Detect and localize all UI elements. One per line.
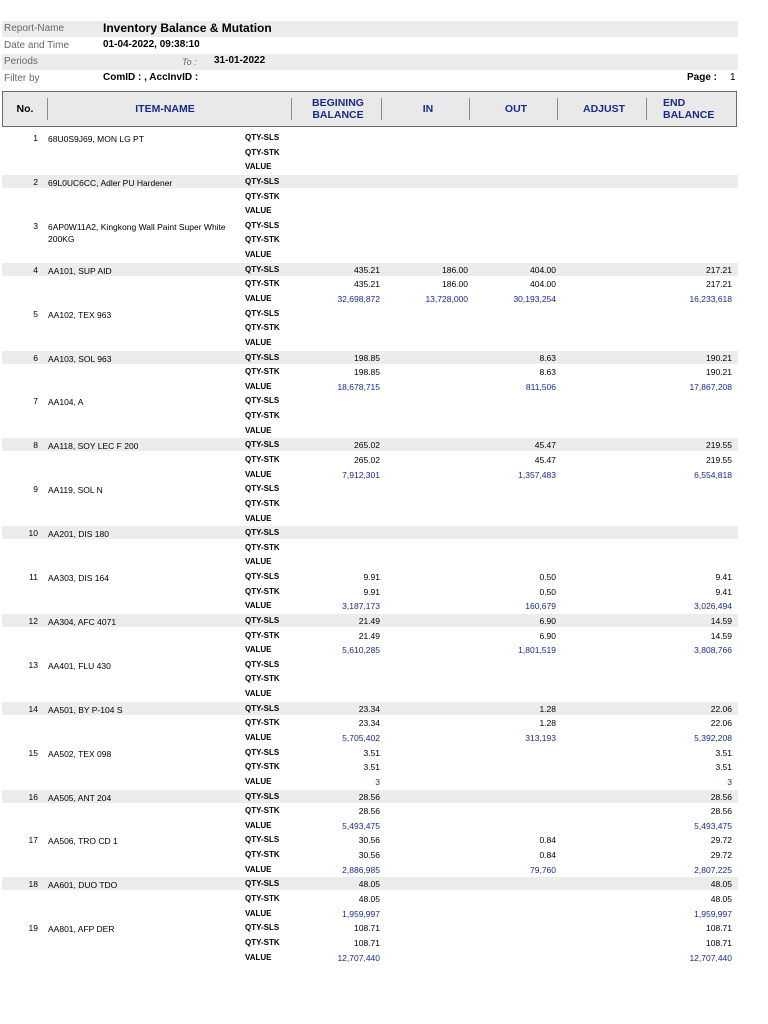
col-divider — [47, 98, 48, 120]
item-line — [2, 380, 738, 393]
filter-row — [2, 71, 738, 87]
item-name: 69L0UC6CC, Adler PU Hardener — [48, 177, 173, 188]
item-line — [2, 482, 738, 495]
item-number: 1 — [33, 133, 38, 143]
item-number: 7 — [33, 396, 38, 407]
begining-balance-cell: 28.56 — [358, 791, 380, 802]
begining-balance-cell: 3 — [375, 776, 380, 787]
end-balance-cell: 22.06 — [710, 718, 732, 729]
col-out: OUT — [504, 103, 528, 115]
item-line — [2, 599, 738, 612]
end-balance-cell: 217.21 — [706, 279, 732, 290]
begining-balance-cell: 198.85 — [354, 367, 380, 378]
column-header — [2, 91, 737, 127]
line-label: QTY-STK — [245, 674, 280, 684]
line-label: VALUE — [245, 864, 272, 874]
line-label: QTY-SLS — [245, 264, 280, 274]
line-label: QTY-STK — [245, 893, 280, 903]
line-label: QTY-SLS — [245, 615, 280, 625]
out-cell: 404.00 — [530, 279, 556, 290]
begining-balance-cell: 3,187,173 — [342, 601, 380, 612]
end-balance-cell: 6,554,818 — [694, 469, 732, 480]
item-number: 6 — [33, 352, 38, 363]
line-label: QTY-STK — [245, 323, 280, 333]
begining-balance-cell: 28.56 — [358, 806, 380, 817]
item-line — [2, 892, 738, 905]
end-balance-cell: 3,808,766 — [694, 645, 732, 656]
report-title: Inventory Balance & Mutation — [103, 21, 272, 35]
line-label: QTY-STK — [245, 806, 280, 816]
line-label: QTY-STK — [245, 411, 280, 421]
line-label: QTY-SLS — [245, 220, 280, 230]
item-name: AA401, FLU 430 — [48, 660, 111, 671]
item-line — [2, 409, 738, 422]
line-label: VALUE — [245, 733, 272, 743]
line-label: QTY-SLS — [245, 484, 280, 494]
line-label: VALUE — [245, 206, 272, 216]
table-row — [2, 131, 738, 175]
out-cell: 45.47 — [534, 454, 556, 465]
datetime-label: Date and Time — [4, 40, 70, 51]
out-cell: 6.90 — [539, 615, 556, 626]
item-line — [2, 921, 738, 934]
item-name: AA801, AFP DER — [48, 924, 115, 935]
line-label: QTY-STK — [245, 850, 280, 860]
page-label: Page : — [687, 72, 718, 83]
item-line — [2, 219, 738, 232]
item-line — [2, 760, 738, 773]
out-cell: 160,679 — [525, 601, 556, 612]
report-name-label: Report-Name — [4, 23, 65, 34]
out-cell: 8.63 — [539, 352, 556, 363]
line-label: VALUE — [245, 601, 272, 611]
col-item-name: ITEM-NAME — [135, 103, 195, 115]
begining-balance-cell: 3.51 — [363, 747, 380, 758]
item-line — [2, 863, 738, 876]
item-line — [2, 438, 738, 451]
table-row — [2, 833, 738, 877]
line-label: VALUE — [245, 908, 272, 918]
begining-balance-cell: 48.05 — [358, 893, 380, 904]
begining-balance-cell: 5,610,285 — [342, 645, 380, 656]
to-value: 31-01-2022 — [214, 55, 266, 66]
item-name: AA303, DIS 164 — [48, 573, 109, 583]
line-label: QTY-SLS — [245, 747, 280, 757]
item-line — [2, 512, 738, 525]
col-end-line1: END — [663, 97, 686, 109]
filter-label: Filter by — [4, 73, 40, 84]
item-line — [2, 848, 738, 861]
item-line — [2, 204, 738, 217]
begining-balance-cell: 9.91 — [363, 572, 380, 582]
item-name: AA101, SUP AID — [48, 265, 112, 276]
line-label: QTY-STK — [245, 937, 280, 947]
item-number: 11 — [29, 572, 38, 582]
item-number: 4 — [33, 264, 38, 275]
out-cell: 313,193 — [525, 733, 556, 744]
line-label: QTY-SLS — [245, 835, 280, 845]
line-label: QTY-STK — [245, 147, 280, 157]
item-line — [2, 394, 738, 407]
to-label: To : — [182, 57, 197, 67]
end-balance-cell: 108.71 — [706, 923, 732, 934]
item-line — [2, 307, 738, 320]
line-label: QTY-SLS — [245, 879, 280, 889]
table-row — [2, 746, 738, 790]
item-line — [2, 907, 738, 920]
out-cell: 404.00 — [530, 264, 556, 275]
in-cell: 186.00 — [442, 264, 468, 275]
begining-balance-cell: 18,678,715 — [337, 381, 380, 392]
item-line — [2, 497, 738, 510]
col-in: IN — [422, 103, 434, 115]
end-balance-cell: 28.56 — [710, 791, 732, 802]
item-line — [2, 702, 738, 715]
table-row — [2, 394, 738, 438]
line-label: QTY-SLS — [245, 923, 280, 933]
item-line — [2, 336, 738, 349]
end-balance-cell: 1,959,997 — [694, 908, 732, 919]
item-line — [2, 775, 738, 788]
item-name: 6AP0W11A2, Kingkong Wall Paint Super White 200KG — [48, 221, 226, 244]
line-label: VALUE — [245, 162, 272, 172]
out-cell: 1.28 — [539, 718, 556, 729]
col-no: No. — [16, 103, 34, 115]
item-line — [2, 951, 738, 964]
item-number: 18 — [28, 879, 38, 890]
item-number: 13 — [28, 659, 38, 670]
end-balance-cell: 28.56 — [710, 806, 732, 817]
item-number: 2 — [33, 176, 38, 187]
out-cell: 6.90 — [539, 630, 556, 641]
end-balance-cell: 12,707,440 — [689, 952, 732, 963]
table-row — [2, 526, 738, 570]
item-line — [2, 424, 738, 437]
table-row — [2, 790, 738, 834]
end-balance-cell: 3,026,494 — [694, 601, 732, 612]
begining-balance-cell: 5,705,402 — [342, 733, 380, 744]
line-label: QTY-SLS — [245, 703, 280, 713]
line-label: QTY-SLS — [245, 396, 280, 406]
item-line — [2, 263, 738, 276]
begining-balance-cell: 23.34 — [358, 718, 380, 729]
begining-balance-cell: 108.71 — [354, 923, 380, 934]
out-cell: 0.84 — [539, 850, 556, 861]
line-label: VALUE — [245, 294, 272, 304]
begining-balance-cell: 265.02 — [354, 454, 380, 465]
item-number: 5 — [33, 308, 38, 319]
col-end-balance — [663, 92, 735, 126]
item-line — [2, 160, 738, 173]
item-name: AA118, SOY LEC F 200 — [48, 441, 139, 452]
table-row — [2, 219, 738, 263]
item-name: AA506, TRO CD 1 — [48, 836, 118, 847]
filter-value: ComID : , AccInvID : — [103, 72, 199, 83]
item-line — [2, 526, 738, 539]
line-label: QTY-STK — [245, 542, 280, 552]
line-label: VALUE — [245, 337, 272, 347]
line-label: VALUE — [245, 557, 272, 567]
item-line — [2, 672, 738, 685]
item-line — [2, 190, 738, 203]
begining-balance-cell: 265.02 — [354, 440, 380, 451]
out-cell: 0.84 — [539, 835, 556, 846]
begining-balance-cell: 1,959,997 — [342, 908, 380, 919]
table-row — [2, 175, 738, 219]
line-label: QTY-SLS — [245, 133, 280, 142]
table-row — [2, 570, 738, 614]
end-balance-cell: 16,233,618 — [689, 294, 732, 305]
begining-balance-cell: 30.56 — [358, 835, 380, 846]
line-label: VALUE — [245, 645, 272, 655]
item-line — [2, 833, 738, 846]
table-row — [2, 263, 738, 307]
begining-balance-cell: 30.56 — [358, 850, 380, 861]
item-line — [2, 453, 738, 466]
col-adjust: ADJUST — [582, 103, 625, 115]
item-number: 14 — [28, 703, 38, 714]
item-line — [2, 277, 738, 290]
item-line — [2, 790, 738, 803]
line-label: QTY-STK — [245, 454, 280, 464]
end-balance-cell: 14.59 — [710, 630, 732, 641]
item-line — [2, 468, 738, 481]
line-label: VALUE — [245, 381, 272, 391]
table-row — [2, 614, 738, 658]
item-name: AA104, A — [48, 397, 84, 408]
item-line — [2, 351, 738, 364]
out-cell: 1,357,483 — [518, 469, 556, 480]
begining-balance-cell: 12,707,440 — [337, 952, 380, 963]
end-balance-cell: 48.05 — [710, 893, 732, 904]
item-name: AA119, SOL N — [48, 485, 103, 496]
table-row — [2, 658, 738, 702]
end-balance-cell: 219.55 — [706, 454, 732, 465]
end-balance-cell: 22.06 — [710, 703, 732, 714]
out-cell: 30,193,254 — [513, 294, 556, 305]
begining-balance-cell: 9.91 — [363, 586, 380, 597]
line-label: QTY-STK — [245, 762, 280, 772]
item-line — [2, 687, 738, 700]
item-line — [2, 321, 738, 334]
item-number: 3 — [33, 220, 38, 231]
begining-balance-cell: 108.71 — [354, 937, 380, 948]
table-row — [2, 702, 738, 746]
periods-row — [2, 54, 738, 70]
item-line — [2, 731, 738, 744]
datetime-value: 01-04-2022, 09:38:10 — [103, 39, 200, 50]
out-cell: 45.47 — [534, 440, 556, 451]
begining-balance-cell: 2,886,985 — [342, 864, 380, 875]
line-label: QTY-STK — [245, 630, 280, 640]
end-balance-cell: 108.71 — [706, 937, 732, 948]
begining-balance-cell: 7,912,301 — [342, 469, 380, 480]
end-balance-cell: 5,392,208 — [694, 733, 732, 744]
begining-balance-cell: 5,493,475 — [342, 820, 380, 831]
item-line — [2, 746, 738, 759]
line-label: QTY-STK — [245, 718, 280, 728]
out-cell: 0.50 — [539, 572, 556, 582]
begining-balance-cell: 435.21 — [354, 264, 380, 275]
item-line — [2, 716, 738, 729]
col-divider — [381, 98, 382, 120]
item-line — [2, 541, 738, 554]
line-label: VALUE — [245, 776, 272, 786]
line-label: VALUE — [245, 425, 272, 435]
col-begining-balance — [295, 92, 381, 126]
page-number: 1 — [730, 72, 736, 83]
item-line — [2, 365, 738, 378]
line-label: QTY-SLS — [245, 352, 280, 362]
table-row — [2, 921, 738, 965]
table-row — [2, 351, 738, 395]
begining-balance-cell: 3.51 — [363, 762, 380, 773]
col-end-line2: BALANCE — [663, 109, 715, 121]
col-begining-line1: BEGINING — [312, 97, 364, 109]
item-line — [2, 233, 738, 246]
end-balance-cell: 2,807,225 — [694, 864, 732, 875]
end-balance-cell: 190.21 — [706, 367, 732, 378]
line-label: QTY-SLS — [245, 528, 280, 538]
datetime-row — [2, 38, 738, 54]
item-line — [2, 585, 738, 598]
periods-label: Periods — [4, 56, 38, 67]
begining-balance-cell: 32,698,872 — [337, 294, 380, 305]
item-number: 8 — [33, 440, 38, 451]
col-divider — [291, 98, 292, 120]
item-name: AA102, TEX 963 — [48, 309, 112, 320]
line-label: QTY-STK — [245, 191, 280, 201]
col-begining-line2: BALANCE — [312, 109, 364, 121]
item-name: AA103, SOL 963 — [48, 353, 112, 364]
col-divider — [557, 98, 558, 120]
item-line — [2, 292, 738, 305]
item-number: 19 — [28, 923, 38, 934]
line-label: QTY-STK — [245, 279, 280, 289]
line-label: QTY-STK — [245, 367, 280, 377]
end-balance-cell: 29.72 — [710, 850, 732, 861]
begining-balance-cell: 198.85 — [354, 352, 380, 363]
table-row — [2, 877, 738, 921]
item-line — [2, 877, 738, 890]
end-balance-cell: 3.51 — [715, 747, 732, 758]
end-balance-cell: 48.05 — [710, 879, 732, 890]
line-label: QTY-STK — [245, 586, 280, 596]
out-cell: 811,506 — [525, 381, 556, 392]
line-label: QTY-STK — [245, 235, 280, 245]
item-number: 15 — [28, 747, 38, 758]
line-label: QTY-SLS — [245, 572, 280, 581]
col-divider — [646, 98, 647, 120]
item-name: AA201, DIS 180 — [48, 529, 109, 540]
end-balance-cell: 9.41 — [715, 572, 732, 582]
report-name-row — [2, 21, 738, 37]
out-cell: 8.63 — [539, 367, 556, 378]
end-balance-cell: 3 — [727, 776, 732, 787]
item-line — [2, 658, 738, 671]
line-label: VALUE — [245, 820, 272, 830]
end-balance-cell: 29.72 — [710, 835, 732, 846]
line-label: QTY-SLS — [245, 440, 280, 450]
table-row — [2, 438, 738, 482]
line-label: VALUE — [245, 952, 272, 962]
line-label: QTY-SLS — [245, 791, 280, 801]
begining-balance-cell: 23.34 — [358, 703, 380, 714]
item-number: 10 — [28, 528, 38, 539]
table-row — [2, 482, 738, 526]
item-number: 17 — [28, 835, 38, 846]
item-line — [2, 175, 738, 188]
out-cell: 79,760 — [530, 864, 556, 875]
out-cell: 0.50 — [539, 586, 556, 597]
begining-balance-cell: 435.21 — [354, 279, 380, 290]
item-line — [2, 804, 738, 817]
line-label: VALUE — [245, 469, 272, 479]
item-line — [2, 570, 738, 583]
item-line — [2, 131, 738, 144]
item-name: AA601, DUO TDO — [48, 880, 118, 891]
line-label: VALUE — [245, 513, 272, 523]
end-balance-cell: 17,867,208 — [689, 381, 732, 392]
end-balance-cell: 14.59 — [710, 615, 732, 626]
item-name: AA501, BY P-104 S — [48, 704, 123, 715]
item-number: 16 — [28, 791, 38, 802]
end-balance-cell: 190.21 — [706, 352, 732, 363]
item-name: AA304, AFC 4071 — [48, 616, 117, 627]
item-line — [2, 936, 738, 949]
item-line — [2, 819, 738, 832]
begining-balance-cell: 21.49 — [358, 630, 380, 641]
col-divider — [469, 98, 470, 120]
out-cell: 1,801,519 — [518, 645, 556, 656]
line-label: VALUE — [245, 250, 272, 260]
line-label: QTY-SLS — [245, 308, 280, 318]
end-balance-cell: 9.41 — [715, 586, 732, 597]
item-name: 68U0S9J69, MON LG PT — [48, 134, 144, 144]
item-line — [2, 614, 738, 627]
item-line — [2, 146, 738, 159]
item-number: 9 — [33, 484, 38, 495]
item-line — [2, 555, 738, 568]
item-name: AA505, ANT 204 — [48, 792, 112, 803]
item-line — [2, 643, 738, 656]
item-line — [2, 629, 738, 642]
item-name: AA502, TEX 098 — [48, 748, 112, 759]
begining-balance-cell: 48.05 — [358, 879, 380, 890]
out-cell: 1.28 — [539, 703, 556, 714]
end-balance-cell: 3.51 — [715, 762, 732, 773]
line-label: VALUE — [245, 689, 272, 699]
table-row — [2, 307, 738, 351]
begining-balance-cell: 21.49 — [358, 615, 380, 626]
in-cell: 186.00 — [442, 279, 468, 290]
line-label: QTY-STK — [245, 498, 280, 508]
item-number: 12 — [28, 615, 38, 626]
end-balance-cell: 5,493,475 — [694, 820, 732, 831]
end-balance-cell: 219.55 — [706, 440, 732, 451]
item-line — [2, 248, 738, 261]
in-cell: 13,728,000 — [425, 294, 468, 305]
line-label: QTY-SLS — [245, 659, 280, 669]
end-balance-cell: 217.21 — [706, 264, 732, 275]
line-label: QTY-SLS — [245, 176, 280, 186]
